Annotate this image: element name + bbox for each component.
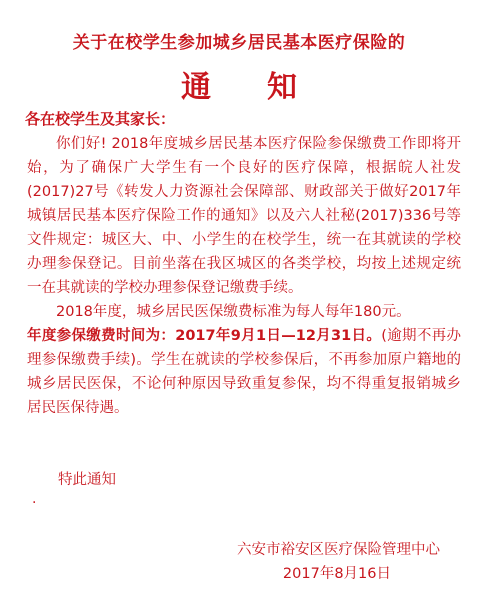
- paragraph-fee-standard: 2018年度，城乡居民医保缴费标准为每人每年180元。: [56, 304, 411, 320]
- closing-text: 特此通知: [58, 472, 116, 488]
- signature-organization: 六安市裕安区医疗保险管理中心: [237, 542, 440, 558]
- notice-body: [27, 132, 461, 420]
- notice-title: 通知: [181, 70, 353, 105]
- stray-mark: .: [32, 491, 37, 507]
- salutation: 各在校学生及其家长：: [25, 110, 176, 128]
- signature-date: 2017年8月16日: [282, 566, 391, 582]
- paragraph-payment-period: [27, 324, 461, 420]
- payment-period-highlight: 年度参保缴费时间为：2017年9月1日—12月31日。: [27, 328, 382, 344]
- paragraph-intro: 你们好! 2018年度城乡居民基本医疗保险参保缴费工作即将开始，为了确保广大学生有一个良好的医疗保障，根据皖人社发(2017)27号《转发人力资源社会保障部、财政部关于做好2017年城镇居民基本医疗保险工作的通知》以及六人社秘(2017)336号等文件规定：城区大、中、小学生的在校学生，统一在其就读的学校办理参保登记。目前坐落在我区城区的各类学校，均按上述规定统一在其就读的学校办理参保登记缴费手续。: [27, 136, 461, 296]
- notice-subhead: 关于在校学生参加城乡居民基本医疗保险的: [72, 33, 406, 53]
- payment-period-details: (逾期不再办理参保缴费手续)。学生在就读的学校参保后，不再参加原户籍地的城乡居民医保，不论何种原因导致重复参保，均不得重复报销城乡居民医保待遇。: [27, 328, 461, 416]
